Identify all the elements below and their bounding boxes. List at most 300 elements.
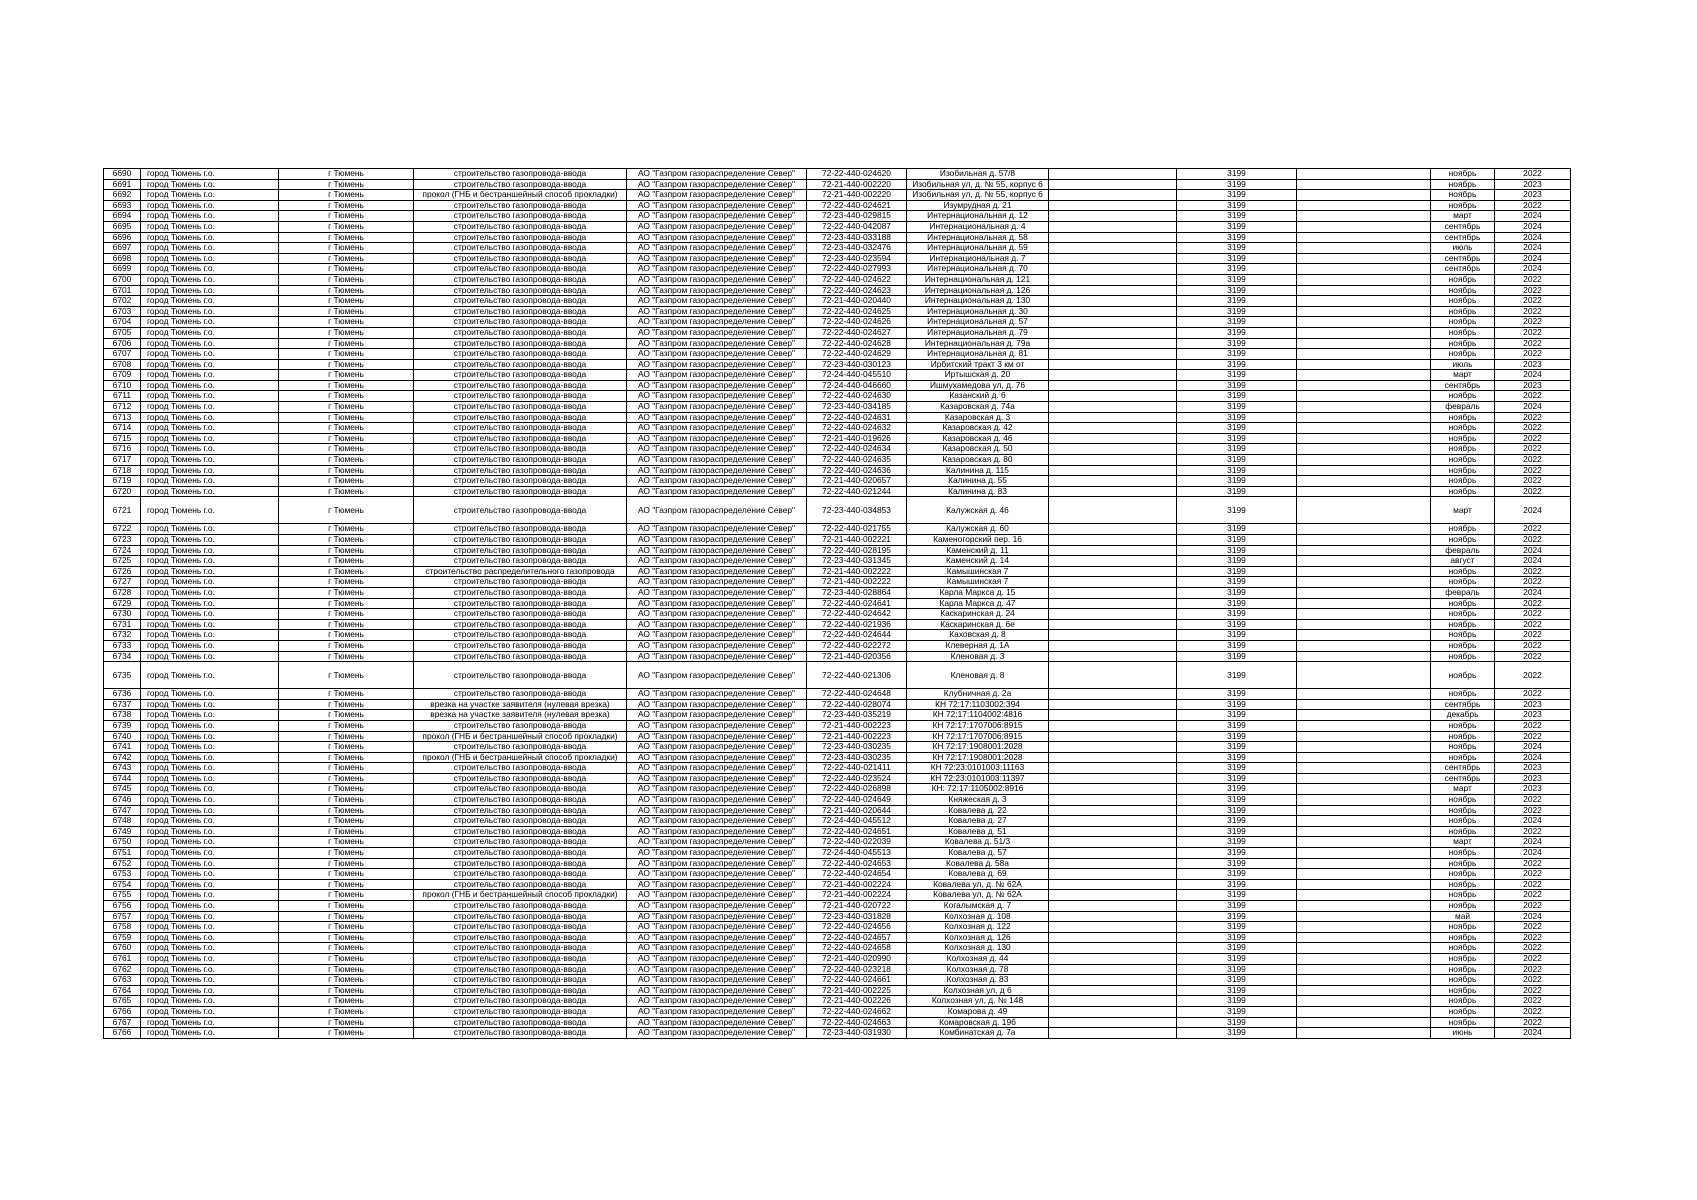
cell-month: ноябрь <box>1431 465 1495 476</box>
cell-gas-distribution-org: АО "Газпром газораспределение Север" <box>627 566 807 577</box>
cell-work-type: строительство газопровода-ввода <box>414 848 627 859</box>
table-row <box>104 879 1571 890</box>
cell-gas-distribution-org: АО "Газпром газораспределение Север" <box>627 975 807 986</box>
cell-empty-column <box>1049 349 1177 360</box>
cell-address: Каскаринская д. 6е <box>907 619 1049 630</box>
cell-month: март <box>1431 370 1495 381</box>
cell-address: Каменский д. 11 <box>907 545 1049 556</box>
cell-settlement: г Тюмень <box>279 932 414 943</box>
cell-settlement: г Тюмень <box>279 609 414 620</box>
cell-application-number: 72-22-440-024658 <box>807 943 907 954</box>
table-row <box>104 306 1571 317</box>
cell-tariff-code: 3199 <box>1177 566 1297 577</box>
cell-year: 2022 <box>1495 577 1571 588</box>
table-row <box>104 848 1571 859</box>
cell-empty-column <box>1049 630 1177 641</box>
cell-settlement: г Тюмень <box>279 720 414 731</box>
cell-row-number: 6711 <box>104 391 141 402</box>
cell-empty-column <box>1297 609 1431 620</box>
cell-empty-column <box>1297 253 1431 264</box>
cell-application-number: 72-22-440-024622 <box>807 274 907 285</box>
cell-address: Камышинская 7 <box>907 577 1049 588</box>
cell-municipality: город Тюмень г.о. <box>141 497 279 524</box>
cell-work-type: строительство газопровода-ввода <box>414 975 627 986</box>
cell-address: Интернациональная д. 59 <box>907 243 1049 254</box>
cell-settlement: г Тюмень <box>279 221 414 232</box>
cell-settlement: г Тюмень <box>279 689 414 700</box>
cell-empty-column <box>1297 742 1431 753</box>
cell-municipality: город Тюмень г.о. <box>141 455 279 466</box>
cell-year: 2022 <box>1495 317 1571 328</box>
cell-work-type: строительство газопровода-ввода <box>414 662 627 689</box>
table-row <box>104 524 1571 535</box>
cell-settlement: г Тюмень <box>279 200 414 211</box>
cell-gas-distribution-org: АО "Газпром газораспределение Север" <box>627 243 807 254</box>
cell-tariff-code: 3199 <box>1177 285 1297 296</box>
cell-empty-column <box>1297 890 1431 901</box>
cell-year: 2022 <box>1495 598 1571 609</box>
cell-empty-column <box>1049 327 1177 338</box>
table-row <box>104 742 1571 753</box>
cell-work-type: строительство газопровода-ввода <box>414 837 627 848</box>
cell-work-type: строительство газопровода-ввода <box>414 640 627 651</box>
table-row <box>104 699 1571 710</box>
cell-month: ноябрь <box>1431 274 1495 285</box>
cell-address: Калужская д. 46 <box>907 497 1049 524</box>
cell-row-number: 6709 <box>104 370 141 381</box>
cell-application-number: 72-22-440-024662 <box>807 1006 907 1017</box>
cell-gas-distribution-org: АО "Газпром газораспределение Север" <box>627 848 807 859</box>
cell-municipality: город Тюмень г.о. <box>141 837 279 848</box>
cell-tariff-code: 3199 <box>1177 943 1297 954</box>
cell-settlement: г Тюмень <box>279 370 414 381</box>
cell-municipality: город Тюмень г.о. <box>141 975 279 986</box>
cell-address: Ковалева д. 57 <box>907 848 1049 859</box>
cell-row-number: 6718 <box>104 465 141 476</box>
cell-year: 2024 <box>1495 587 1571 598</box>
cell-tariff-code: 3199 <box>1177 524 1297 535</box>
cell-empty-column <box>1049 901 1177 912</box>
cell-gas-distribution-org: АО "Газпром газораспределение Север" <box>627 699 807 710</box>
cell-address: Казаровская д. 3 <box>907 412 1049 423</box>
cell-application-number: 72-23-440-031930 <box>807 1028 907 1039</box>
cell-empty-column <box>1049 243 1177 254</box>
cell-address: Интернациональная д. 70 <box>907 264 1049 275</box>
cell-empty-column <box>1297 274 1431 285</box>
table-row <box>104 545 1571 556</box>
cell-month: сентябрь <box>1431 773 1495 784</box>
cell-work-type: строительство газопровода-ввода <box>414 763 627 774</box>
cell-row-number: 6757 <box>104 911 141 922</box>
cell-empty-column <box>1297 433 1431 444</box>
cell-application-number: 72-21-440-002224 <box>807 890 907 901</box>
cell-municipality: город Тюмень г.о. <box>141 731 279 742</box>
cell-year: 2022 <box>1495 433 1571 444</box>
cell-month: ноябрь <box>1431 349 1495 360</box>
cell-row-number: 6756 <box>104 901 141 912</box>
cell-row-number: 6732 <box>104 630 141 641</box>
cell-year: 2024 <box>1495 545 1571 556</box>
cell-municipality: город Тюмень г.о. <box>141 619 279 630</box>
cell-year: 2022 <box>1495 444 1571 455</box>
table-row <box>104 710 1571 721</box>
cell-empty-column <box>1049 773 1177 784</box>
table-row <box>104 327 1571 338</box>
cell-settlement: г Тюмень <box>279 535 414 546</box>
cell-empty-column <box>1297 598 1431 609</box>
cell-address: Казаровская д. 46 <box>907 433 1049 444</box>
cell-municipality: город Тюмень г.о. <box>141 327 279 338</box>
cell-work-type: строительство газопровода-ввода <box>414 1028 627 1039</box>
cell-empty-column <box>1297 816 1431 827</box>
cell-empty-column <box>1297 524 1431 535</box>
cell-row-number: 6724 <box>104 545 141 556</box>
cell-gas-distribution-org: АО "Газпром газораспределение Север" <box>627 380 807 391</box>
cell-empty-column <box>1049 795 1177 806</box>
cell-empty-column <box>1049 720 1177 731</box>
cell-gas-distribution-org: АО "Газпром газораспределение Север" <box>627 985 807 996</box>
cell-work-type: строительство газопровода-ввода <box>414 338 627 349</box>
cell-year: 2022 <box>1495 985 1571 996</box>
cell-gas-distribution-org: АО "Газпром газораспределение Север" <box>627 200 807 211</box>
cell-tariff-code: 3199 <box>1177 630 1297 641</box>
cell-address: Ковалева ул, д. № 62А <box>907 879 1049 890</box>
cell-work-type: строительство газопровода-ввода <box>414 486 627 497</box>
cell-row-number: 6712 <box>104 402 141 413</box>
cell-gas-distribution-org: АО "Газпром газораспределение Север" <box>627 211 807 222</box>
cell-year: 2022 <box>1495 689 1571 700</box>
cell-work-type: прокол (ГНБ и бестраншейный способ прокладки) <box>414 731 627 742</box>
cell-row-number: 6746 <box>104 795 141 806</box>
cell-address: Интернациональная д. 130 <box>907 296 1049 307</box>
cell-empty-column <box>1297 200 1431 211</box>
cell-empty-column <box>1297 943 1431 954</box>
table-row <box>104 338 1571 349</box>
cell-empty-column <box>1297 619 1431 630</box>
cell-municipality: город Тюмень г.о. <box>141 169 279 180</box>
cell-settlement: г Тюмень <box>279 773 414 784</box>
cell-row-number: 6739 <box>104 720 141 731</box>
cell-address: Клубничная д. 2а <box>907 689 1049 700</box>
table-row <box>104 190 1571 201</box>
cell-empty-column <box>1297 953 1431 964</box>
cell-row-number: 6728 <box>104 587 141 598</box>
table-row <box>104 587 1571 598</box>
cell-application-number: 72-22-440-024642 <box>807 609 907 620</box>
cell-empty-column <box>1049 476 1177 487</box>
table-row <box>104 200 1571 211</box>
table-row <box>104 497 1571 524</box>
cell-work-type: строительство газопровода-ввода <box>414 423 627 434</box>
cell-empty-column <box>1297 805 1431 816</box>
cell-address: Колхозная д. 44 <box>907 953 1049 964</box>
cell-application-number: 72-22-440-024649 <box>807 795 907 806</box>
table-row <box>104 359 1571 370</box>
cell-municipality: город Тюмень г.о. <box>141 996 279 1007</box>
cell-work-type: строительство газопровода-ввода <box>414 253 627 264</box>
cell-gas-distribution-org: АО "Газпром газораспределение Север" <box>627 816 807 827</box>
cell-address: Интернациональная д. 81 <box>907 349 1049 360</box>
table-row <box>104 243 1571 254</box>
cell-row-number: 6745 <box>104 784 141 795</box>
cell-gas-distribution-org: АО "Газпром газораспределение Север" <box>627 911 807 922</box>
cell-month: февраль <box>1431 402 1495 413</box>
cell-tariff-code: 3199 <box>1177 752 1297 763</box>
cell-empty-column <box>1049 274 1177 285</box>
cell-application-number: 72-22-440-024656 <box>807 922 907 933</box>
cell-row-number: 6725 <box>104 556 141 567</box>
cell-month: июль <box>1431 359 1495 370</box>
cell-empty-column <box>1297 285 1431 296</box>
cell-address: Каменогорский пер. 16 <box>907 535 1049 546</box>
cell-empty-column <box>1049 444 1177 455</box>
cell-address: КН 72:17:1908001:2028 <box>907 742 1049 753</box>
cell-address: Интернациональная д. 30 <box>907 306 1049 317</box>
cell-settlement: г Тюмень <box>279 869 414 880</box>
cell-application-number: 72-22-440-024648 <box>807 689 907 700</box>
cell-empty-column <box>1297 689 1431 700</box>
cell-work-type: строительство газопровода-ввода <box>414 826 627 837</box>
cell-gas-distribution-org: АО "Газпром газораспределение Север" <box>627 805 807 816</box>
cell-gas-distribution-org: АО "Газпром газораспределение Север" <box>627 662 807 689</box>
cell-application-number: 72-21-440-020356 <box>807 651 907 662</box>
cell-settlement: г Тюмень <box>279 640 414 651</box>
cell-gas-distribution-org: АО "Газпром газораспределение Север" <box>627 433 807 444</box>
table-row <box>104 932 1571 943</box>
cell-empty-column <box>1297 545 1431 556</box>
cell-settlement: г Тюмень <box>279 465 414 476</box>
cell-year: 2023 <box>1495 710 1571 721</box>
cell-address: Иртышская д. 20 <box>907 370 1049 381</box>
cell-application-number: 72-22-440-024627 <box>807 327 907 338</box>
cell-empty-column <box>1049 651 1177 662</box>
cell-gas-distribution-org: АО "Газпром газораспределение Север" <box>627 630 807 641</box>
cell-year: 2023 <box>1495 773 1571 784</box>
cell-work-type: прокол (ГНБ и бестраншейный способ прокладки) <box>414 890 627 901</box>
cell-application-number: 72-22-440-024635 <box>807 455 907 466</box>
cell-row-number: 6748 <box>104 816 141 827</box>
cell-row-number: 6695 <box>104 221 141 232</box>
cell-empty-column <box>1297 710 1431 721</box>
cell-application-number: 72-22-440-024620 <box>807 169 907 180</box>
cell-year: 2022 <box>1495 932 1571 943</box>
cell-empty-column <box>1049 619 1177 630</box>
cell-gas-distribution-org: АО "Газпром газораспределение Север" <box>627 402 807 413</box>
cell-gas-distribution-org: АО "Газпром газораспределение Север" <box>627 391 807 402</box>
cell-empty-column <box>1297 848 1431 859</box>
cell-empty-column <box>1297 349 1431 360</box>
cell-work-type: строительство газопровода-ввода <box>414 169 627 180</box>
cell-application-number: 72-21-440-002220 <box>807 190 907 201</box>
cell-tariff-code: 3199 <box>1177 964 1297 975</box>
cell-settlement: г Тюмень <box>279 211 414 222</box>
cell-year: 2022 <box>1495 901 1571 912</box>
cell-month: ноябрь <box>1431 1006 1495 1017</box>
cell-year: 2024 <box>1495 243 1571 254</box>
cell-empty-column <box>1049 710 1177 721</box>
cell-gas-distribution-org: АО "Газпром газораспределение Север" <box>627 465 807 476</box>
cell-empty-column <box>1297 243 1431 254</box>
cell-settlement: г Тюмень <box>279 699 414 710</box>
cell-work-type: строительство газопровода-ввода <box>414 402 627 413</box>
cell-empty-column <box>1049 545 1177 556</box>
cell-empty-column <box>1049 816 1177 827</box>
cell-empty-column <box>1049 306 1177 317</box>
cell-application-number: 72-22-440-021411 <box>807 763 907 774</box>
cell-row-number: 6710 <box>104 380 141 391</box>
cell-municipality: город Тюмень г.о. <box>141 879 279 890</box>
cell-empty-column <box>1049 556 1177 567</box>
cell-application-number: 72-24-440-045513 <box>807 848 907 859</box>
cell-row-number: 6744 <box>104 773 141 784</box>
cell-empty-column <box>1297 486 1431 497</box>
cell-tariff-code: 3199 <box>1177 640 1297 651</box>
cell-address: Изумрудная д. 21 <box>907 200 1049 211</box>
cell-empty-column <box>1049 524 1177 535</box>
cell-municipality: город Тюмень г.о. <box>141 805 279 816</box>
cell-row-number: 6762 <box>104 964 141 975</box>
cell-settlement: г Тюмень <box>279 816 414 827</box>
cell-settlement: г Тюмень <box>279 662 414 689</box>
cell-empty-column <box>1297 317 1431 328</box>
cell-tariff-code: 3199 <box>1177 535 1297 546</box>
cell-empty-column <box>1297 985 1431 996</box>
cell-row-number: 6723 <box>104 535 141 546</box>
cell-empty-column <box>1297 587 1431 598</box>
cell-gas-distribution-org: АО "Газпром газораспределение Север" <box>627 879 807 890</box>
cell-settlement: г Тюмень <box>279 179 414 190</box>
cell-settlement: г Тюмень <box>279 996 414 1007</box>
cell-month: ноябрь <box>1431 975 1495 986</box>
cell-application-number: 72-21-440-019626 <box>807 433 907 444</box>
cell-year: 2022 <box>1495 535 1571 546</box>
cell-address: Ковалева д. 27 <box>907 816 1049 827</box>
cell-year: 2023 <box>1495 763 1571 774</box>
cell-work-type: строительство газопровода-ввода <box>414 577 627 588</box>
table-row <box>104 370 1571 381</box>
table-row <box>104 317 1571 328</box>
cell-address: Колхозная д. 78 <box>907 964 1049 975</box>
cell-gas-distribution-org: АО "Газпром газораспределение Север" <box>627 1028 807 1039</box>
cell-gas-distribution-org: АО "Газпром газораспределение Север" <box>627 221 807 232</box>
cell-row-number: 6747 <box>104 805 141 816</box>
cell-empty-column <box>1297 264 1431 275</box>
cell-tariff-code: 3199 <box>1177 221 1297 232</box>
cell-gas-distribution-org: АО "Газпром газораспределение Север" <box>627 710 807 721</box>
cell-tariff-code: 3199 <box>1177 985 1297 996</box>
cell-row-number: 6759 <box>104 932 141 943</box>
cell-address: Интернациональная д. 4 <box>907 221 1049 232</box>
cell-empty-column <box>1049 391 1177 402</box>
cell-gas-distribution-org: АО "Газпром газораспределение Север" <box>627 826 807 837</box>
cell-address: Кленовая д. 8 <box>907 662 1049 689</box>
cell-empty-column <box>1049 598 1177 609</box>
cell-tariff-code: 3199 <box>1177 211 1297 222</box>
cell-municipality: город Тюмень г.о. <box>141 587 279 598</box>
cell-empty-column <box>1049 964 1177 975</box>
table-row <box>104 264 1571 275</box>
cell-settlement: г Тюмень <box>279 359 414 370</box>
cell-address: Калинина д. 115 <box>907 465 1049 476</box>
cell-application-number: 72-23-440-028864 <box>807 587 907 598</box>
table-row <box>104 211 1571 222</box>
cell-year: 2024 <box>1495 911 1571 922</box>
cell-empty-column <box>1297 296 1431 307</box>
cell-work-type: строительство газопровода-ввода <box>414 535 627 546</box>
cell-gas-distribution-org: АО "Газпром газораспределение Север" <box>627 651 807 662</box>
cell-tariff-code: 3199 <box>1177 587 1297 598</box>
cell-empty-column <box>1049 1017 1177 1028</box>
cell-empty-column <box>1049 412 1177 423</box>
cell-municipality: город Тюмень г.о. <box>141 370 279 381</box>
cell-municipality: город Тюмень г.о. <box>141 296 279 307</box>
cell-municipality: город Тюмень г.о. <box>141 556 279 567</box>
cell-year: 2022 <box>1495 423 1571 434</box>
cell-empty-column <box>1297 879 1431 890</box>
cell-gas-distribution-org: АО "Газпром газораспределение Север" <box>627 640 807 651</box>
cell-gas-distribution-org: АО "Газпром газораспределение Север" <box>627 423 807 434</box>
cell-month: сентябрь <box>1431 763 1495 774</box>
cell-application-number: 72-22-440-024651 <box>807 826 907 837</box>
cell-settlement: г Тюмень <box>279 1017 414 1028</box>
cell-year: 2024 <box>1495 221 1571 232</box>
cell-tariff-code: 3199 <box>1177 577 1297 588</box>
cell-application-number: 72-22-440-024628 <box>807 338 907 349</box>
cell-empty-column <box>1049 699 1177 710</box>
cell-month: сентябрь <box>1431 253 1495 264</box>
cell-settlement: г Тюмень <box>279 253 414 264</box>
cell-municipality: город Тюмень г.о. <box>141 359 279 370</box>
cell-month: март <box>1431 497 1495 524</box>
cell-year: 2023 <box>1495 699 1571 710</box>
cell-gas-distribution-org: АО "Газпром газораспределение Север" <box>627 763 807 774</box>
cell-year: 2024 <box>1495 837 1571 848</box>
table-row <box>104 169 1571 180</box>
cell-month: март <box>1431 837 1495 848</box>
cell-month: сентябрь <box>1431 221 1495 232</box>
table-row <box>104 964 1571 975</box>
table-row <box>104 349 1571 360</box>
cell-gas-distribution-org: АО "Газпром газораспределение Север" <box>627 1006 807 1017</box>
cell-empty-column <box>1049 264 1177 275</box>
cell-year: 2024 <box>1495 232 1571 243</box>
cell-empty-column <box>1049 433 1177 444</box>
cell-empty-column <box>1049 211 1177 222</box>
cell-municipality: город Тюмень г.о. <box>141 689 279 700</box>
cell-empty-column <box>1297 327 1431 338</box>
cell-empty-column <box>1297 858 1431 869</box>
cell-month: ноябрь <box>1431 964 1495 975</box>
cell-municipality: город Тюмень г.о. <box>141 433 279 444</box>
cell-work-type: врезка на участке заявителя (нулевая врезка) <box>414 699 627 710</box>
cell-settlement: г Тюмень <box>279 879 414 890</box>
cell-gas-distribution-org: АО "Газпром газораспределение Север" <box>627 169 807 180</box>
cell-address: Когалымская д. 7 <box>907 901 1049 912</box>
cell-application-number: 72-21-440-020644 <box>807 805 907 816</box>
cell-tariff-code: 3199 <box>1177 795 1297 806</box>
cell-application-number: 72-22-440-021306 <box>807 662 907 689</box>
cell-empty-column <box>1297 795 1431 806</box>
cell-month: ноябрь <box>1431 630 1495 641</box>
cell-month: ноябрь <box>1431 486 1495 497</box>
cell-tariff-code: 3199 <box>1177 731 1297 742</box>
cell-month: июль <box>1431 243 1495 254</box>
cell-tariff-code: 3199 <box>1177 1017 1297 1028</box>
cell-empty-column <box>1297 370 1431 381</box>
cell-empty-column <box>1049 359 1177 370</box>
cell-work-type: строительство газопровода-ввода <box>414 221 627 232</box>
cell-row-number: 6721 <box>104 497 141 524</box>
